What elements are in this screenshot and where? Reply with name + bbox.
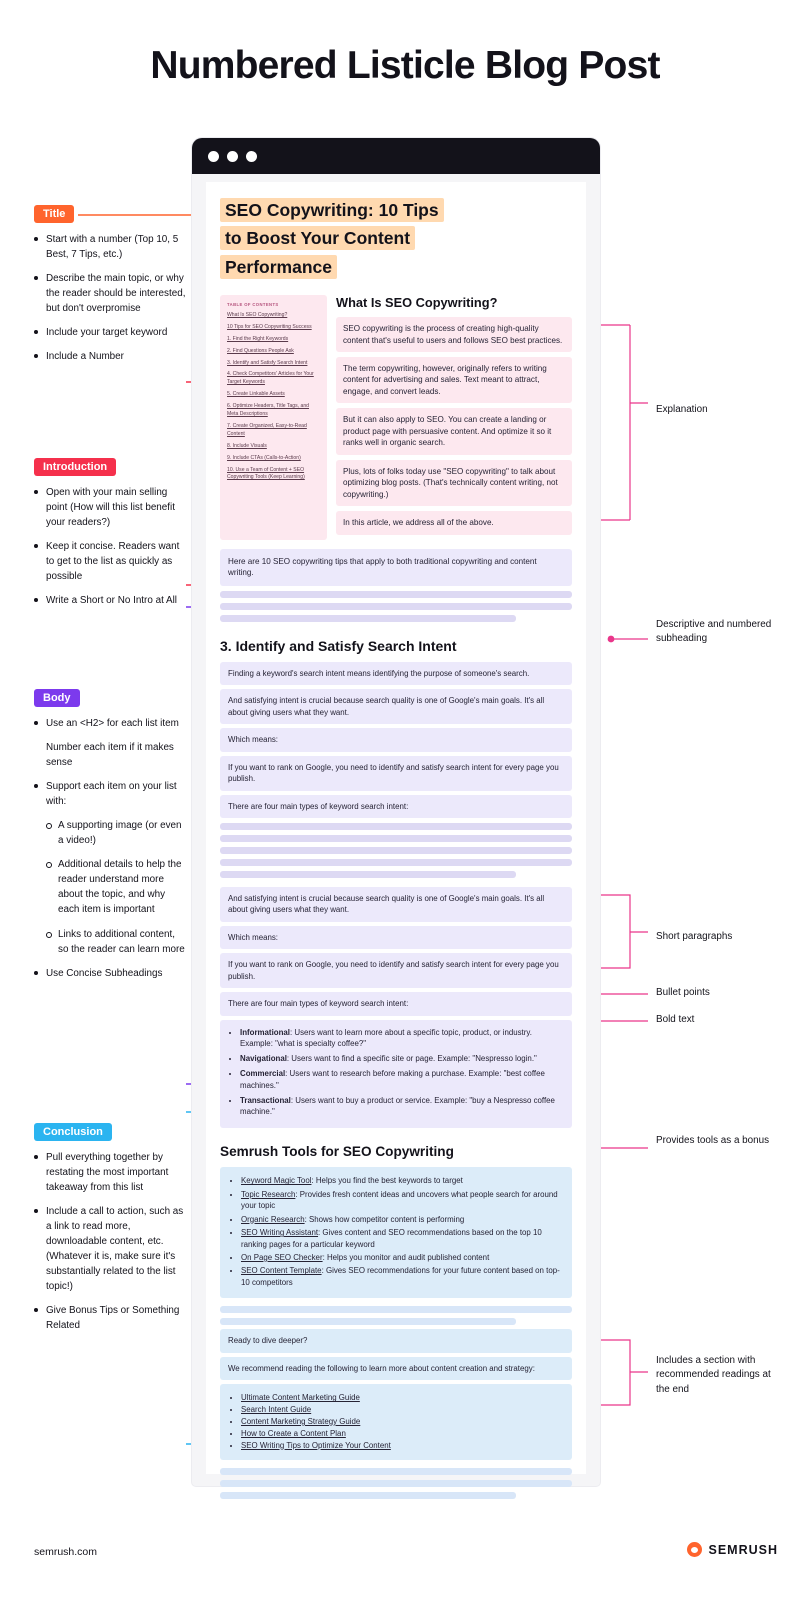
- headline-line-2: to Boost Your Content: [220, 226, 415, 250]
- list-item: Additional details to help the reader understand more about the topic, and why each item is important: [46, 857, 186, 917]
- callout-short-paragraphs: Short paragraphs: [656, 931, 733, 942]
- tool-link[interactable]: On Page SEO Checker: [241, 1252, 323, 1262]
- recommend-band: We recommend reading the following to learn more about content creation and strategy:: [220, 1357, 572, 1380]
- tools-list: [220, 1167, 572, 1298]
- placeholder-bar: [220, 615, 516, 622]
- callout-explanation: Explanation: [656, 404, 708, 415]
- placeholder-bar: [220, 823, 572, 830]
- annotation-introduction: [34, 457, 186, 617]
- tool-link[interactable]: Topic Research: [241, 1189, 296, 1199]
- toc-item[interactable]: 3. Identify and Satisfy Search Intent: [227, 359, 308, 366]
- window-dot-icon: [246, 151, 257, 162]
- placeholder-bar: [220, 1492, 516, 1499]
- tool-text: : Helps you find the best keywords to target: [311, 1176, 463, 1186]
- bullet-text: : Users want to learn more about a specific topic, product, or industry. Example: "what is specialty coffee?": [240, 1027, 532, 1048]
- tag-introduction: Introduction: [34, 458, 116, 476]
- explanation-paragraph: In this article, we address all of the above.: [336, 511, 572, 534]
- callout-bullet-points: Bullet points: [656, 987, 710, 998]
- list-item[interactable]: • Ultimate Content Marketing Guide: [241, 1392, 562, 1404]
- list-item: Support each item on your list with:: [34, 779, 186, 809]
- dive-deeper-band: Ready to dive deeper?: [220, 1329, 572, 1352]
- bullet-bold-label: Transactional: [240, 1095, 291, 1105]
- semrush-logo-icon: [687, 1542, 702, 1557]
- list-item: Number each item if it makes sense: [46, 742, 174, 769]
- browser-mockup: [192, 138, 600, 1486]
- bullet-text: : Users want to research before making a purchase. Example: "best coffee machines.": [240, 1069, 545, 1090]
- bullet-bold-label: Navigational: [240, 1054, 287, 1064]
- list-item[interactable]: • How to Create a Content Plan: [241, 1428, 562, 1440]
- toc-item[interactable]: 2. Find Questions People Ask: [227, 347, 294, 354]
- list-item: [241, 1227, 562, 1250]
- list-item: Include a call to action, such as a link to read more, downloadable content, etc. (Whatever it is, make sure it's substantially related to the list topic!): [34, 1204, 186, 1294]
- toc-item[interactable]: 8. Include Visuals: [227, 442, 267, 449]
- headline-line-3: Performance: [220, 255, 337, 279]
- annotation-title: [34, 204, 186, 373]
- tag-body: Body: [34, 689, 80, 707]
- page-title: Numbered Listicle Blog Post: [150, 44, 660, 87]
- toc-item[interactable]: 7. Create Organized, Easy-to-Read Content: [227, 422, 307, 437]
- section-paragraph: There are four main types of keyword search intent:: [220, 992, 572, 1015]
- list-item: [240, 1053, 563, 1064]
- toc-item[interactable]: 5. Create Linkable Assets: [227, 391, 285, 398]
- list-item[interactable]: • SEO Writing Tips to Optimize Your Content: [241, 1440, 562, 1452]
- list-item: Links to additional content, so the reader can learn more: [46, 927, 186, 957]
- toc-item[interactable]: 10. Use a Team of Content + SEO Copywriting Tools (Keep Learning): [227, 466, 305, 481]
- list-item: [241, 1252, 562, 1263]
- tool-link[interactable]: Organic Research: [241, 1214, 305, 1224]
- list-item: Include your target keyword: [34, 325, 186, 340]
- toc-item[interactable]: 9. Include CTAs (Calls-to-Action): [227, 454, 301, 461]
- placeholder-bar: [220, 1318, 516, 1325]
- intent-bullet-list: [220, 1020, 572, 1129]
- section-paragraph: There are four main types of keyword search intent:: [220, 795, 572, 818]
- toc-item[interactable]: What Is SEO Copywriting?: [227, 312, 288, 319]
- placeholder-bar: [220, 847, 572, 854]
- callout-subheading: Descriptive and numbered subheading: [656, 619, 772, 645]
- tool-link[interactable]: SEO Writing Assistant: [241, 1228, 319, 1238]
- placeholder-bar: [220, 603, 572, 610]
- footer-brand: [687, 1542, 778, 1557]
- placeholder-bar: [220, 591, 572, 598]
- bullet-bold-label: Informational: [240, 1027, 290, 1037]
- callout-bold-text: Bold text: [656, 1014, 695, 1025]
- tag-conclusion: Conclusion: [34, 1123, 112, 1141]
- list-item: Use an <H2> for each list item: [34, 716, 186, 731]
- callout-recommended-readings: Includes a section with recommended readings at the end: [656, 1355, 771, 1395]
- list-item[interactable]: • Content Marketing Strategy Guide: [241, 1416, 562, 1428]
- toc-item[interactable]: 10 Tips for SEO Copywriting Success: [227, 323, 312, 330]
- placeholder-bar: [220, 859, 572, 866]
- section-paragraph: And satisfying intent is crucial because search quality is one of Google's main goals. It's all about giving users what they want.: [220, 887, 572, 922]
- placeholder-bar: [220, 1468, 572, 1475]
- list-item: Start with a number (Top 10, 5 Best, 7 Tips, etc.): [34, 232, 186, 262]
- explanation-block: [336, 295, 572, 540]
- list-item: [241, 1214, 562, 1225]
- annotation-conclusion: [34, 1122, 186, 1343]
- tool-link[interactable]: SEO Content Template: [241, 1266, 322, 1276]
- list-item: [241, 1265, 562, 1288]
- list-item[interactable]: • Search Intent Guide: [241, 1404, 562, 1416]
- section-paragraph: If you want to rank on Google, you need to identify and satisfy search intent for every page you publish.: [220, 953, 572, 988]
- list-item: [241, 1189, 562, 1212]
- placeholder-bar: [220, 1480, 572, 1487]
- semrush-wordmark: SEMRUSH: [708, 1542, 778, 1557]
- window-dot-icon: [208, 151, 219, 162]
- explanation-paragraph: The term copywriting, however, originally refers to writing content for advertising and sales. Text meant to attract, engage, and convert leads.: [336, 357, 572, 403]
- list-item: [240, 1095, 563, 1117]
- blog-post-page: [206, 182, 586, 1474]
- list-item: Include a Number: [34, 349, 186, 364]
- recommended-links: [220, 1384, 572, 1459]
- section-paragraph: Which means:: [220, 728, 572, 751]
- list-item: [241, 1175, 562, 1186]
- callout-tools-bonus: Provides tools as a bonus: [656, 1135, 770, 1146]
- explanation-paragraph: SEO copywriting is the process of creating high-quality content that's useful to users and follows SEO best practices.: [336, 317, 572, 352]
- tool-text: : Gives content and SEO recommendations based on the top 10 ranking pages for a particular keyword: [241, 1228, 542, 1249]
- placeholder-bar: [220, 1306, 572, 1313]
- list-item: Pull everything together by restating the most important takeaway from this list: [34, 1150, 186, 1195]
- list-item: [240, 1027, 563, 1049]
- toc-heading: TABLE OF CONTENTS: [227, 302, 279, 308]
- section-paragraph: If you want to rank on Google, you need to identify and satisfy search intent for every page you publish.: [220, 756, 572, 791]
- headline-line-1: SEO Copywriting: 10 Tips: [220, 198, 444, 222]
- placeholder-bar: [220, 871, 516, 878]
- tools-heading: Semrush Tools for SEO Copywriting: [220, 1144, 454, 1160]
- toc-item[interactable]: 4. Check Competitors' Articles for Your Target Keywords: [227, 371, 314, 386]
- tool-text: : Helps you monitor and audit published content: [322, 1252, 490, 1262]
- explanation-paragraph: But it can also apply to SEO. You can create a landing or product page with persuasive content. And optimize it so it ranks well in organic search.: [336, 408, 572, 454]
- list-item: Open with your main selling point (How will this list benefit your readers?): [34, 485, 186, 530]
- list-item: A supporting image (or even a video!): [46, 818, 186, 848]
- bullet-text: : Users want to buy a product or service. Example: "buy a Nespresso coffee machine.": [240, 1095, 555, 1117]
- list-item: Write a Short or No Intro at All: [34, 593, 186, 608]
- tool-text: : Provides fresh content ideas and uncovers what people search for around your topic: [241, 1189, 558, 1211]
- bullet-text: : Users want to find a specific site or page. Example: "Nespresso login.": [286, 1054, 537, 1064]
- footer-site: semrush.com: [34, 1546, 98, 1558]
- tool-text: : Gives SEO recommendations for your future content based on top-10 competitors: [241, 1266, 560, 1287]
- list-item: Describe the main topic, or why the reader should be interested, but don't overpromise: [34, 271, 186, 316]
- window-dot-icon: [227, 151, 238, 162]
- blog-headline: [220, 196, 572, 281]
- tag-title: Title: [34, 205, 74, 223]
- section-paragraph: And satisfying intent is crucial because search quality is one of Google's main goals. It's all about giving users what they want.: [220, 689, 572, 724]
- explanation-paragraph: Plus, lots of folks today use "SEO copywriting" to talk about optimizing blog posts. (That's technically content writing, not copywriting.): [336, 460, 572, 506]
- toc-item[interactable]: 6. Optimize Headers, Title Tags, and Meta Descriptions: [227, 403, 310, 418]
- list-item: Keep it concise. Readers want to get to the list as quickly as possible: [34, 539, 186, 584]
- list-item: Use Concise Subheadings: [34, 966, 186, 981]
- tool-link[interactable]: Keyword Magic Tool: [241, 1176, 312, 1186]
- list-item: Give Bonus Tips or Something Related: [34, 1303, 186, 1333]
- table-of-contents: [220, 295, 327, 540]
- browser-title-bar: [192, 138, 600, 174]
- list-item: [240, 1068, 563, 1090]
- section-heading: 3. Identify and Satisfy Search Intent: [220, 637, 457, 654]
- intro-band: Here are 10 SEO copywriting tips that apply to both traditional copywriting and content writing.: [220, 549, 572, 586]
- annotation-body: [34, 688, 186, 990]
- toc-item[interactable]: 1. Find the Right Keywords: [227, 335, 289, 342]
- placeholder-bar: [220, 835, 572, 842]
- bullet-bold-label: Commercial: [240, 1069, 286, 1079]
- tool-text: : Shows how competitor content is performing: [304, 1214, 465, 1224]
- section-paragraph: Which means:: [220, 926, 572, 949]
- section-paragraph: Finding a keyword's search intent means identifying the purpose of someone's search.: [220, 662, 572, 685]
- explanation-heading: What Is SEO Copywriting?: [336, 295, 498, 311]
